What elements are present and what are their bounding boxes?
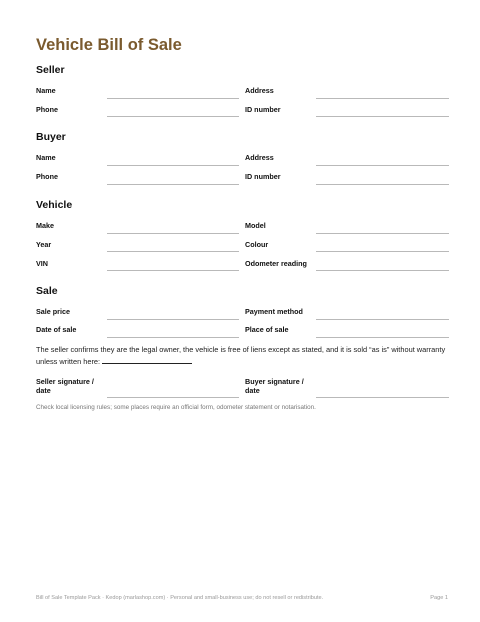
vehicle-heading: Vehicle [36, 199, 73, 211]
seller-name-label: Name [36, 86, 56, 95]
vehicle-make-field[interactable] [107, 233, 239, 234]
buyer-heading: Buyer [36, 131, 66, 143]
buyer-address-label: Address [245, 153, 274, 162]
seller-address-field[interactable] [316, 98, 449, 99]
payment-method-field[interactable] [316, 319, 449, 320]
sale-price-field[interactable] [107, 319, 239, 320]
seller-name-field[interactable] [107, 98, 239, 99]
owner-statement [36, 345, 448, 367]
buyer-phone-field[interactable] [107, 184, 239, 185]
buyer-id-label: ID number [245, 172, 281, 181]
vehicle-odometer-field[interactable] [316, 270, 449, 271]
buyer-name-field[interactable] [107, 165, 239, 166]
warranty-exception-field[interactable] [102, 355, 192, 364]
vehicle-year-label: Year [36, 240, 52, 249]
sale-heading: Sale [36, 285, 58, 297]
buyer-signature-field[interactable] [316, 397, 449, 398]
vehicle-vin-field[interactable] [107, 270, 239, 271]
sale-price-label: Sale price [36, 307, 70, 316]
place-of-sale-label: Place of sale [245, 325, 289, 334]
date-of-sale-label: Date of sale [36, 325, 77, 334]
payment-method-label: Payment method [245, 307, 303, 316]
vehicle-colour-label: Colour [245, 240, 269, 249]
buyer-name-label: Name [36, 153, 56, 162]
seller-address-label: Address [245, 86, 274, 95]
vehicle-model-label: Model [245, 221, 266, 230]
vehicle-vin-label: VIN [36, 259, 48, 268]
page-title: Vehicle Bill of Sale [36, 36, 182, 54]
seller-signature-label [36, 377, 94, 395]
place-of-sale-field[interactable] [316, 337, 449, 338]
licensing-note: Check local licensing rules; some places require an official form, odometer statement or notarisation. [36, 404, 316, 411]
seller-signature-label-line2: date [36, 386, 51, 395]
page-number: Page 1 [430, 595, 448, 601]
seller-signature-field[interactable] [107, 397, 239, 398]
buyer-signature-label-line2: date [245, 386, 260, 395]
vehicle-year-field[interactable] [107, 251, 239, 252]
date-of-sale-field[interactable] [107, 337, 239, 338]
buyer-signature-label [245, 377, 304, 395]
buyer-address-field[interactable] [316, 165, 449, 166]
vehicle-model-field[interactable] [316, 233, 449, 234]
seller-phone-label: Phone [36, 105, 58, 114]
seller-heading: Seller [36, 64, 65, 76]
seller-id-label: ID number [245, 105, 281, 114]
vehicle-odometer-label: Odometer reading [245, 259, 307, 268]
buyer-phone-label: Phone [36, 172, 58, 181]
footer-credit: Bill of Sale Template Pack · Kedop (marlashop.com) · Personal and small-business use; do not resell or redistribute. [36, 595, 324, 601]
owner-statement-text: The seller confirms they are the legal owner, the vehicle is free of liens except as stated, and it is sold “as is” without warranty unless written here: [36, 345, 446, 366]
buyer-signature-label-line1: Buyer signature / [245, 377, 304, 386]
vehicle-colour-field[interactable] [316, 251, 449, 252]
seller-signature-label-line1: Seller signature / [36, 377, 94, 386]
vehicle-make-label: Make [36, 221, 54, 230]
buyer-id-field[interactable] [316, 184, 449, 185]
seller-id-field[interactable] [316, 116, 449, 117]
seller-phone-field[interactable] [107, 116, 239, 117]
